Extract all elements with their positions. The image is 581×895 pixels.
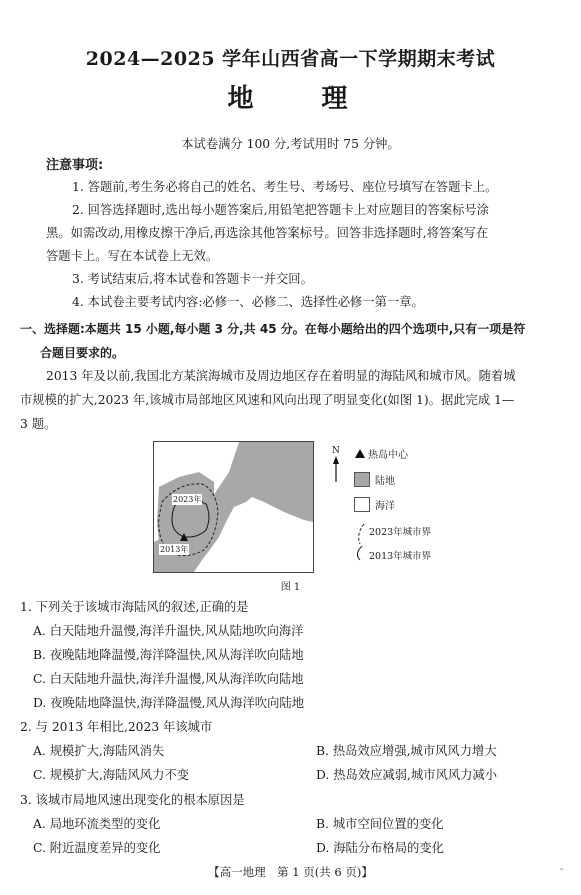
question-stem: 2. 与 2013 年相比,2023 年该城市 <box>20 720 213 734</box>
legend-ocean: 海洋 <box>375 501 395 512</box>
land-swatch <box>354 472 370 487</box>
ocean-swatch <box>354 497 370 512</box>
question-option: D. 热岛效应减弱,城市风风力减小 <box>316 768 498 782</box>
question-option: B. 城市空间位置的变化 <box>316 817 444 831</box>
north-label: N <box>332 446 340 456</box>
question-stem: 1. 下列关于该城市海陆风的叙述,正确的是 <box>20 600 249 614</box>
question-option: C. 规模扩大,海陆风风力不变 <box>33 768 189 782</box>
legend-boundary-2013: 2013年城市界 <box>369 551 432 562</box>
notice-line: 黑。如需改动,用橡皮擦干净后,再选涂其他答案标号。回答非选择题时,将答案写在 <box>46 226 489 240</box>
passage-line: 市规模的扩大,2023 年,该城市局部地区风速和风向出现了明显变化(如图 1)。据此完成 1— <box>20 393 515 407</box>
page-footer: 【高一地理 第 1 页(共 6 页)】 <box>208 865 373 879</box>
figure-map <box>153 441 314 573</box>
subject-title <box>0 78 581 115</box>
question-option: D. 夜晚陆地降温快,海洋降温慢,风从海洋吹向陆地 <box>33 696 304 710</box>
label-2013: 2013年 <box>160 545 189 554</box>
passage-line: 3 题。 <box>20 417 57 431</box>
label-2023: 2023年 <box>173 495 202 504</box>
legend-heat-island: 热岛中心 <box>368 450 408 461</box>
notice-heading: 注意事项: <box>46 158 104 173</box>
notice-line: 2. 回答选择题时,选出每小题答案后,用铅笔把答题卡上对应题目的答案标号涂 <box>72 203 489 217</box>
boundary-legend-lines <box>346 522 368 562</box>
legend-boundary-2023: 2023年城市界 <box>369 527 432 538</box>
notice-line: 1. 答题前,考生务必将自己的姓名、考生号、考场号、座位号填写在答题卡上。 <box>72 180 498 194</box>
question-option: B. 夜晚陆地降温慢,海洋降温快,风从海洋吹向陆地 <box>33 648 304 662</box>
notice-line: 答题卡上。写在本试卷上无效。 <box>46 249 219 263</box>
legend-land: 陆地 <box>375 476 395 487</box>
section-heading: 一、选择题:本题共 15 小题,每小题 3 分,共 45 分。在每小题给出的四个选项中,只有一项是符 <box>20 322 526 336</box>
question-option: C. 白天陆地升温快,海洋升温慢,风从海洋吹向陆地 <box>33 672 304 686</box>
footer-mark: - <box>560 864 564 875</box>
heat-island-icon <box>355 449 365 459</box>
subject-char-1: 地 <box>227 84 260 114</box>
notice-line: 4. 本试卷主要考试内容:必修一、必修二、选择性必修一第一章。 <box>72 295 424 309</box>
question-option: A. 局地环流类型的变化 <box>33 817 161 831</box>
exam-info: 本试卷满分 100 分,考试用时 75 分钟。 <box>181 137 400 151</box>
question-option: A. 规模扩大,海陆风消失 <box>33 744 165 758</box>
question-option: D. 海陆分布格局的变化 <box>316 841 444 855</box>
passage-line: 2013 年及以前,我国北方某滨海城市及周边地区存在着明显的海陆风和城市风。随着城 <box>46 369 516 383</box>
north-arrow-icon <box>332 456 340 482</box>
section-heading-cont: 合题目要求的。 <box>40 346 125 360</box>
notice-line: 3. 考试结束后,将本试卷和答题卡一并交回。 <box>72 272 313 286</box>
question-option: B. 热岛效应增强,城市风风力增大 <box>316 744 497 758</box>
figure-caption: 图 1 <box>280 582 301 593</box>
subject-char-2: 理 <box>321 84 354 114</box>
exam-title: 2024—2025 学年山西省高一下学期期末考试 <box>85 48 496 70</box>
question-option: C. 附近温度差异的变化 <box>33 841 161 855</box>
question-stem: 3. 该城市局地风速出现变化的根本原因是 <box>20 793 245 807</box>
question-option: A. 白天陆地升温慢,海洋升温快,风从陆地吹向海洋 <box>33 624 304 638</box>
